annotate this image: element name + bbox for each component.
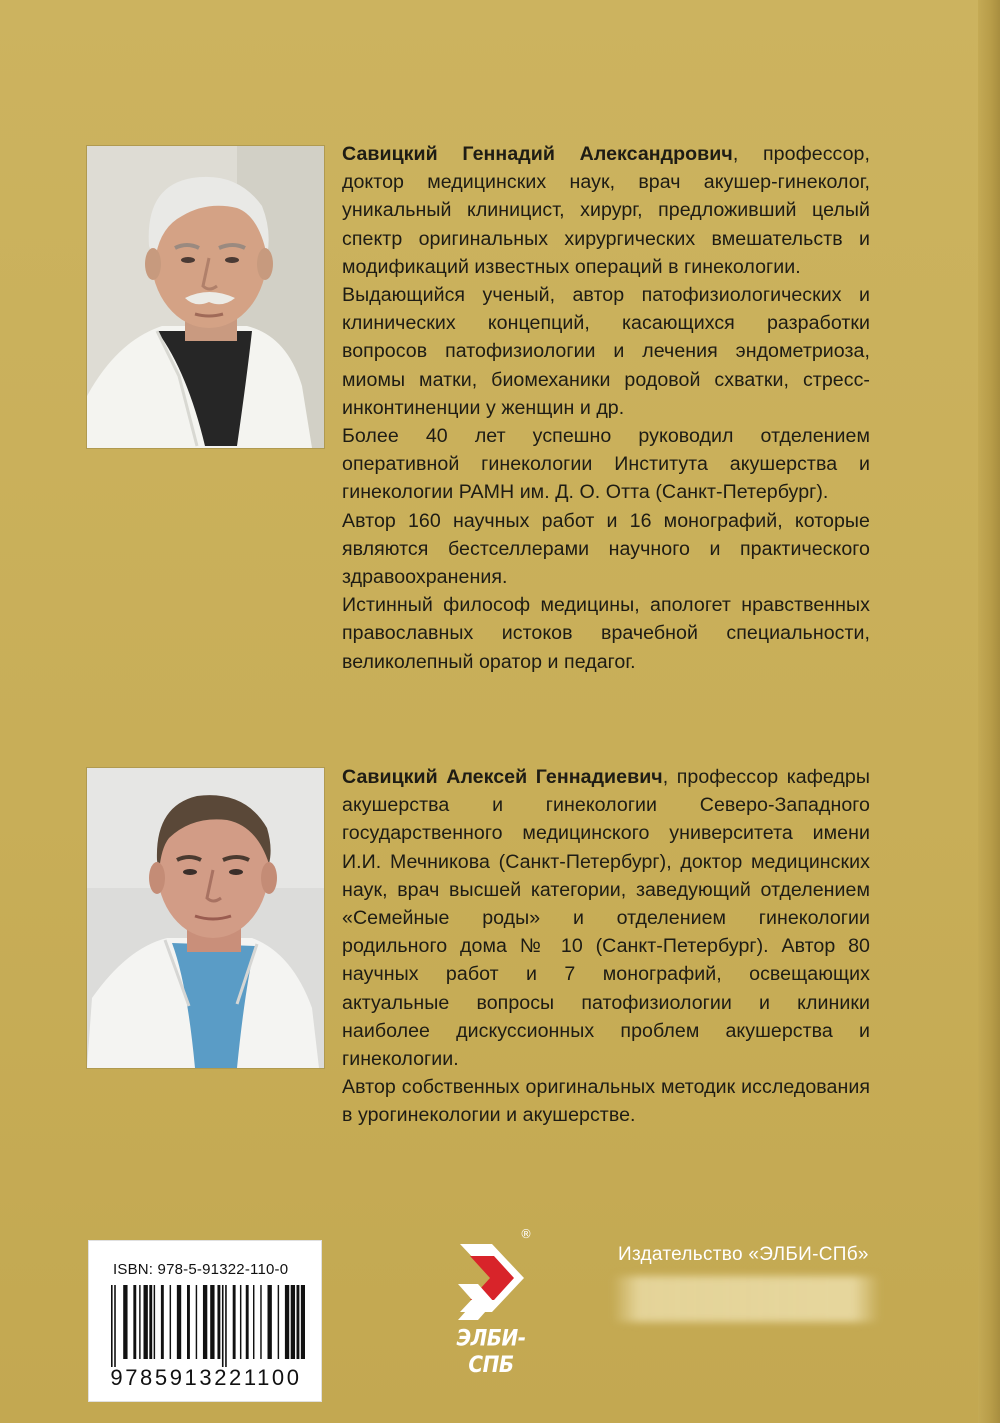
barcode-bar [285, 1285, 289, 1359]
barcode-bar [278, 1285, 279, 1359]
isbn-barcode [88, 1240, 322, 1402]
barcode-bar [203, 1285, 207, 1359]
barcode-bar [291, 1285, 295, 1359]
barcode-bar [297, 1285, 300, 1359]
barcode-bar [253, 1285, 254, 1359]
barcode-bar [233, 1285, 236, 1359]
barcode-bar [210, 1285, 214, 1359]
registered-mark: ® [520, 1227, 532, 1241]
author2-biography [342, 763, 870, 1130]
author2-paragraph: Автор собственных оригинальных методик исследования в урогинекологии и акушерстве. [342, 1076, 870, 1127]
barcode-bar [149, 1285, 152, 1359]
barcode-bar [240, 1285, 241, 1359]
author1-paragraph: Истинный философ медицины, апологет нравственных православных истоков врачебной специальности, великолепный оратор и педагог. [342, 594, 870, 673]
barcode-bar [187, 1285, 190, 1359]
author1-intro [342, 140, 870, 281]
author1-paragraph: Более 40 лет успешно руководил отделением оперативной гинекологии Института акушерства и гинекологии РАМН им. Д. О. Отта (Санкт-Петербург). [342, 425, 870, 504]
barcode-bars [109, 1285, 305, 1367]
author1-biography [342, 140, 870, 676]
barcode-bar [154, 1285, 155, 1359]
author1-photo [86, 145, 325, 449]
barcode-bar [114, 1285, 116, 1367]
barcode-bar [268, 1285, 272, 1359]
barcode-bar [217, 1285, 220, 1359]
barcode-bar [170, 1285, 171, 1359]
cover-edge [978, 0, 1000, 1423]
barcode-bar [225, 1285, 227, 1367]
barcode-bar [161, 1285, 164, 1359]
barcode-bar [246, 1285, 249, 1359]
author2-intro-text: , профессор кафедры акушерства и гинекологии Северо-Западного государственного медицинского университета имени И.И. Мечникова (Санкт-Петербург), доктор медицинских наук, врач высшей категории, заведующий отделением «Семейные роды» и отделением гинекологии родильного дома № 10 (Санкт-Петербург). Автор 80 научных работ и 7 монографий, освещающих актуальные вопросы патофизиологии и клиники наиболее дискуссионных проблем акушерства и гинекологии. [342, 766, 870, 1071]
author2-photo [86, 767, 325, 1069]
barcode-bar [196, 1285, 197, 1359]
author1-intro-text: , профессор, доктор медицинских наук, врач акушер-гинеколог, уникальный клиницист, хирург, предложивший целый спектр оригинальных хирургических вмешательств и модификаций известных операций в гинекологии. [342, 143, 870, 278]
publisher-label: Издательство «ЭЛБИ-СПб» [618, 1244, 869, 1265]
barcode-bar [177, 1285, 181, 1359]
author1-paragraph: Выдающийся ученый, автор патофизиологических и клинических концепций, касающихся разработки вопросов патофизиологии и лечения эндометриоза, миомы матки, биомеханики родовой схватки, стресс-инконтиненции у женщин и др. [342, 284, 870, 419]
author1-name: Савицкий Геннадий Александрович [342, 143, 733, 165]
barcode-bar [144, 1285, 148, 1359]
barcode-bar [301, 1285, 305, 1359]
barcode-bar [222, 1285, 224, 1367]
author2-intro [342, 763, 870, 1073]
ean-digits: 9785913221100 [110, 1365, 302, 1390]
isbn-number: ISBN: 978-5-91322-110-0 [113, 1261, 289, 1278]
barcode-bar [260, 1285, 261, 1359]
author2-name: Савицкий Алексей Геннадиевич [342, 766, 663, 788]
barcode-bar [139, 1285, 140, 1359]
blurred-contact-area [612, 1276, 880, 1322]
author1-paragraph: Автор 160 научных работ и 16 монографий, которые являются бестселлерами научного и практического здравоохранения. [342, 509, 870, 589]
barcode-bar [111, 1285, 113, 1367]
barcode-bar [133, 1285, 136, 1359]
publisher-logo-text: ЭЛБИ-СПБ [456, 1324, 526, 1378]
barcode-bar [123, 1285, 127, 1359]
